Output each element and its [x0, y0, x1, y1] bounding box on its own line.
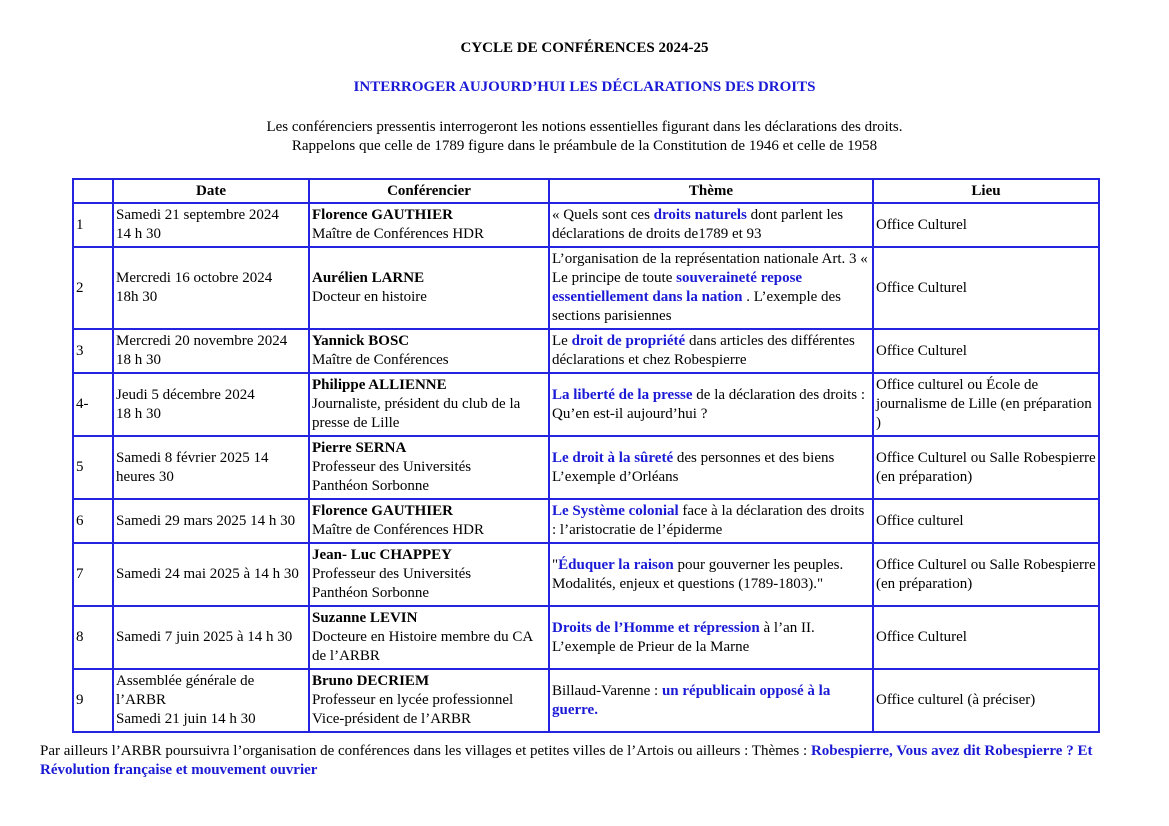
theme-text-before: « Quels sont ces — [552, 207, 654, 223]
theme-text-before: Le — [552, 333, 572, 349]
theme-text-after: . L’exemple des sections parisiennes — [552, 289, 842, 324]
speaker-name: Aurélien LARNE — [312, 270, 425, 286]
row-number: 8 — [73, 606, 113, 669]
date-line: 18 h 30 — [116, 405, 161, 422]
theme-highlight: droits naturels — [653, 207, 747, 223]
speaker-info: Vice-président de l’ARBR — [312, 711, 472, 727]
row-number: 3 — [73, 329, 113, 373]
theme-text-after: à l’an II. L’exemple de Prieur de la Marne — [552, 619, 815, 655]
row-date — [113, 329, 309, 373]
intro-text — [0, 118, 1169, 156]
footer-note — [40, 742, 1120, 780]
row-speaker — [309, 669, 549, 732]
row-theme — [549, 247, 873, 329]
row-speaker — [309, 203, 549, 247]
speaker-name: Florence GAUTHIER — [312, 207, 453, 223]
row-place: Office culturel ou École de journalisme de Lille (en préparation ) — [873, 373, 1099, 436]
date-line: 18h 30 — [116, 289, 158, 305]
row-theme — [549, 606, 873, 669]
row-speaker — [309, 247, 549, 329]
theme-highlight: souveraineté repose essentiellement dans la nation — [552, 270, 803, 305]
theme-text-before: " — [552, 556, 559, 573]
speaker-info: Journaliste, président du club de la presse de Lille — [312, 396, 521, 431]
date-line: Samedi 7 juin 2025 à 14 h 30 — [116, 629, 293, 645]
table-row — [73, 436, 1099, 499]
header-speaker: Conférencier — [309, 179, 549, 203]
header-theme: Thème — [549, 179, 873, 203]
row-theme — [549, 543, 873, 606]
theme-highlight: Le droit à la sûreté — [552, 449, 674, 466]
date-line: Samedi 8 février 2025 14 heures 30 — [116, 449, 269, 485]
row-number: 9 — [73, 669, 113, 732]
theme-text-before: L’organisation de la représentation nationale Art. 3 « Le principe de toute — [552, 251, 868, 286]
speaker-name: Yannick BOSC — [312, 333, 410, 349]
table-row — [73, 373, 1099, 436]
row-speaker — [309, 499, 549, 543]
date-line: Samedi 21 juin 14 h 30 — [116, 711, 256, 727]
row-speaker — [309, 436, 549, 499]
theme-text-after: dans articles des différentes déclarations et chez Robespierre — [552, 333, 855, 368]
page-subtitle: INTERROGER AUJOURD’HUI LES DÉCLARATIONS DES DROITS — [353, 79, 816, 95]
theme-highlight: La liberté de la presse — [552, 386, 693, 403]
speaker-info: Maître de Conférences — [312, 352, 449, 368]
row-date — [113, 499, 309, 543]
speaker-info: Panthéon Sorbonne — [312, 585, 430, 601]
table-row — [73, 606, 1099, 669]
intro-line-2: Rappelons que celle de 1789 figure dans le préambule de la Constitution de 1946 et celle de 1958 — [291, 138, 878, 154]
speaker-name: Pierre SERNA — [312, 440, 407, 456]
speaker-info: Panthéon Sorbonne — [312, 478, 430, 494]
date-line: Samedi 29 mars 2025 14 h 30 — [116, 512, 296, 529]
table-row — [73, 329, 1099, 373]
footer-highlight: Robespierre, Vous avez dit Robespierre ? Et Révolution française et mouvement ouvrier — [40, 743, 1093, 778]
table-header-row — [73, 179, 1099, 203]
table-body — [73, 203, 1099, 732]
header-num — [73, 179, 113, 203]
table-row — [73, 543, 1099, 606]
date-line: 14 h 30 — [116, 226, 161, 242]
speaker-name: Florence GAUTHIER — [312, 503, 453, 519]
header-place: Lieu — [873, 179, 1099, 203]
row-theme — [549, 669, 873, 732]
intro-line-1: Les conférenciers pressentis interrogeront les notions essentielles figurant dans les déclarations des droits. — [266, 119, 903, 135]
header-date: Date — [113, 179, 309, 203]
theme-text-after: des personnes et des biens L’exemple d’Orléans — [552, 449, 835, 485]
row-date — [113, 247, 309, 329]
row-place: Office culturel — [873, 499, 1099, 543]
row-date — [113, 203, 309, 247]
speaker-name: Bruno DECRIEM — [312, 673, 430, 689]
date-line: Samedi 24 mai 2025 à 14 h 30 — [116, 566, 299, 582]
row-speaker — [309, 373, 549, 436]
table-row — [73, 203, 1099, 247]
speaker-info: Maître de Conférences HDR — [312, 226, 485, 242]
speaker-name: Philippe ALLIENNE — [312, 377, 447, 393]
row-place: Office Culturel ou Salle Robespierre (en préparation) — [873, 543, 1099, 606]
row-date — [113, 436, 309, 499]
row-speaker — [309, 329, 549, 373]
row-number: 1 — [73, 203, 113, 247]
row-theme — [549, 373, 873, 436]
theme-text-after: pour gouverner les peuples. Modalités, enjeux et questions (1789-1803)." — [552, 556, 844, 592]
theme-text-before: Billaud-Varenne : — [552, 682, 662, 699]
theme-highlight: Le Système colonial — [552, 503, 679, 519]
row-number: 2 — [73, 247, 113, 329]
row-place: Office culturel (à préciser) — [873, 669, 1099, 732]
speaker-info: Professeur en lycée professionnel — [312, 692, 514, 708]
conference-table — [72, 178, 1100, 733]
row-date — [113, 373, 309, 436]
row-date — [113, 669, 309, 732]
row-number: 4- — [73, 373, 113, 436]
row-place: Office Culturel — [873, 606, 1099, 669]
table-row — [73, 499, 1099, 543]
row-speaker — [309, 543, 549, 606]
date-line: Assemblée générale de l’ARBR — [116, 673, 255, 708]
theme-highlight: droit de propriété — [571, 333, 686, 349]
theme-highlight: Éduquer la raison — [558, 556, 674, 573]
table-row — [73, 247, 1099, 329]
date-line: Mercredi 16 octobre 2024 — [116, 270, 273, 286]
speaker-info: Docteure en Histoire membre du CA de l’ARBR — [312, 629, 533, 664]
theme-text-after: dont parlent les déclarations de droits de1789 et 93 — [552, 207, 844, 242]
theme-text-after: face à la déclaration des droits : l’aristocratie de l’épiderme — [552, 503, 865, 538]
row-theme — [549, 436, 873, 499]
date-line: 18 h 30 — [116, 352, 161, 368]
row-number: 5 — [73, 436, 113, 499]
row-theme — [549, 499, 873, 543]
row-number: 7 — [73, 543, 113, 606]
row-date — [113, 543, 309, 606]
row-date — [113, 606, 309, 669]
speaker-name: Jean- Luc CHAPPEY — [312, 547, 452, 563]
row-speaker — [309, 606, 549, 669]
date-line: Jeudi 5 décembre 2024 — [116, 386, 255, 403]
page-title: CYCLE DE CONFÉRENCES 2024-25 — [460, 40, 709, 56]
speaker-info: Docteur en histoire — [312, 289, 427, 305]
date-line: Samedi 21 septembre 2024 — [116, 207, 279, 223]
speaker-info: Maître de Conférences HDR — [312, 522, 485, 538]
footer-text: Par ailleurs l’ARBR poursuivra l’organisation de conférences dans les villages et petites villes de l’Artois ou ailleurs : Thèmes : — [40, 743, 811, 759]
theme-highlight: un républicain opposé à la guerre. — [552, 682, 831, 718]
row-place: Office Culturel — [873, 329, 1099, 373]
row-number: 6 — [73, 499, 113, 543]
speaker-info: Professeur des Universités — [312, 459, 472, 475]
speaker-name: Suzanne LEVIN — [312, 610, 418, 626]
row-place: Office Culturel — [873, 247, 1099, 329]
row-place: Office Culturel — [873, 203, 1099, 247]
theme-highlight: Droits de l’Homme et répression — [552, 619, 760, 636]
row-place: Office Culturel ou Salle Robespierre (en préparation) — [873, 436, 1099, 499]
date-line: Mercredi 20 novembre 2024 — [116, 333, 288, 349]
theme-text-after: de la déclaration des droits : Qu’en est-il aujourd’hui ? — [552, 386, 865, 422]
table-row — [73, 669, 1099, 732]
row-theme — [549, 329, 873, 373]
speaker-info: Professeur des Universités — [312, 566, 472, 582]
row-theme — [549, 203, 873, 247]
